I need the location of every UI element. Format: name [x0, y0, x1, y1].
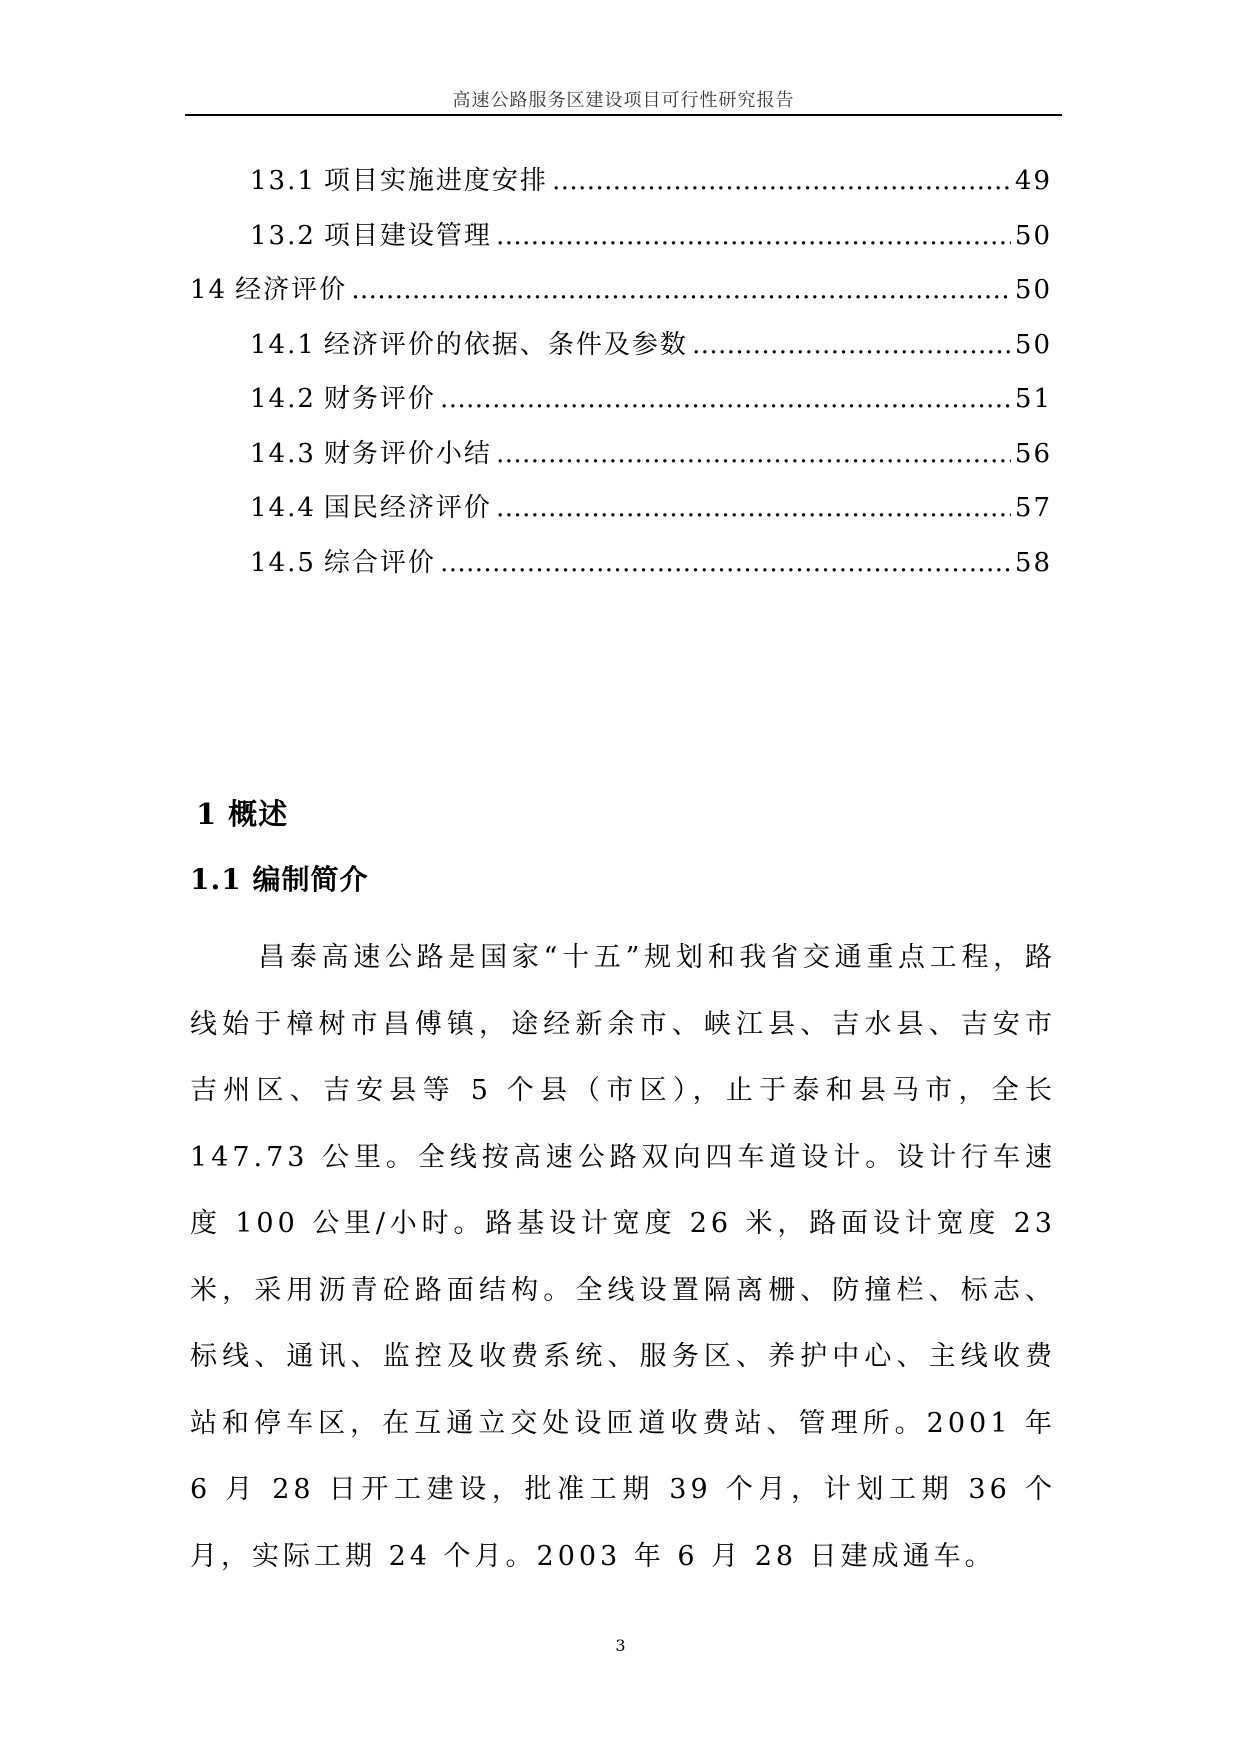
toc-dot-leader	[440, 384, 1011, 414]
toc-entry-page: 50	[1014, 329, 1052, 360]
toc-dot-leader	[496, 493, 1011, 523]
toc-entry[interactable]	[190, 433, 1052, 488]
toc-entry-title: 国民经济评价	[323, 493, 492, 523]
toc-entry-title: 项目实施进度安排	[323, 166, 548, 196]
toc-entry-number: 14.5	[250, 547, 316, 578]
toc-entry[interactable]	[190, 324, 1052, 379]
toc-entry-page: 57	[1014, 493, 1052, 523]
page-number: 3	[615, 1636, 626, 1655]
toc-dot-leader	[351, 275, 1011, 305]
toc-dot-leader	[496, 439, 1011, 469]
toc-entry-title: 财务评价	[323, 384, 436, 414]
toc-entry-number: 14.3	[250, 438, 316, 469]
toc-entry-title: 综合评价	[323, 547, 436, 578]
page-header: 高速公路服务区建设项目可行性研究报告	[452, 90, 795, 111]
toc-entry[interactable]	[190, 215, 1052, 270]
toc-entry-number: 14.2	[250, 384, 316, 414]
toc-dot-leader	[440, 548, 1011, 578]
header-rule	[185, 114, 1062, 116]
toc-entry-page: 56	[1014, 438, 1052, 469]
toc-entry[interactable]	[190, 269, 1052, 324]
toc-entry-title: 财务评价小结	[323, 438, 492, 469]
body-paragraph: 昌泰高速公路是国家“十五”规划和我省交通重点工程，路线始于樟树市昌傅镇，途经新余市、峡江县、吉水县、吉安市吉州区、吉安县等 5 个县（市区），止于泰和县马市，全长 147.73 公里。全线按高速公路双向四车道设计。设计行车速度 100 公里/小时。路基设计宽度 26 米，路面设计宽度 23 米，采用沥青砼路面结构。全线设置隔离栅、防撞栏、标志、标线、通讯、监控及收费系统、服务区、养护中心、主线收费站和停车区，在互通立交处设匝道收费站、管理所。2001 年 6 月 28 日开工建设，批准工期 39 个月，计划工期 36 个月，实际工期 24 个月。2003 年 6 月 28 日建成通车。	[190, 942, 1056, 1572]
subsection-heading: 1.1 编制简介	[190, 863, 369, 896]
toc-entry-page: 51	[1014, 384, 1052, 414]
toc-entry-title: 经济评价的依据、条件及参数	[323, 329, 688, 360]
toc-entry-number: 13.1	[250, 166, 316, 196]
toc-entry-title: 经济评价	[235, 275, 348, 305]
toc-entry-number: 14	[190, 275, 228, 305]
toc-entry[interactable]	[190, 487, 1052, 542]
section-heading: 1 概述	[196, 797, 289, 831]
toc-entry-number: 13.2	[250, 220, 316, 251]
toc-entry-page: 50	[1014, 275, 1052, 305]
toc-entry-page: 50	[1014, 220, 1052, 251]
toc-dot-leader	[692, 330, 1011, 360]
toc-entry-number: 14.1	[250, 329, 316, 360]
toc-entry[interactable]	[190, 378, 1052, 433]
toc-entry-page: 58	[1014, 547, 1052, 578]
toc-dot-leader	[496, 221, 1011, 251]
table-of-contents	[190, 160, 1052, 596]
toc-entry[interactable]	[190, 542, 1052, 597]
toc-entry-number: 14.4	[250, 493, 316, 523]
toc-entry[interactable]	[190, 160, 1052, 215]
toc-entry-page: 49	[1014, 166, 1052, 196]
toc-entry-title: 项目建设管理	[323, 220, 492, 251]
toc-dot-leader	[552, 166, 1011, 196]
